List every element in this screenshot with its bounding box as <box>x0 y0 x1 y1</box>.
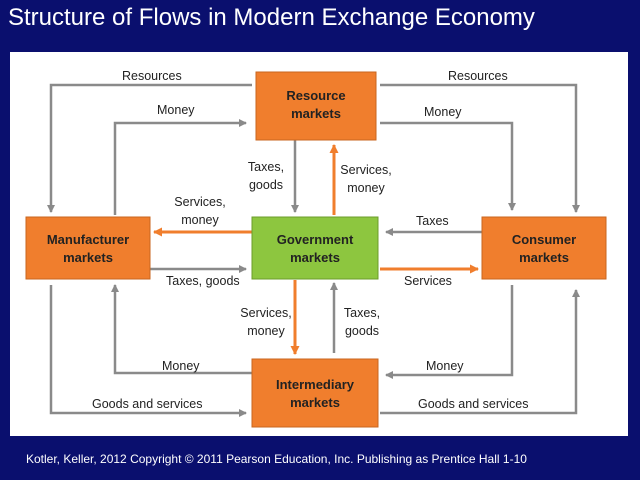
manufacturer-markets-box <box>26 217 150 279</box>
label-bottom-right-goods: Goods and services <box>418 397 529 411</box>
resource-markets-label-1: Resource <box>286 88 346 103</box>
resource-markets-label-2: markets <box>291 106 341 121</box>
government-markets-box <box>252 217 378 279</box>
arrow-resources-to-consumer <box>380 85 576 212</box>
consumer-markets-label-2: markets <box>519 250 569 265</box>
label-top-right-money: Money <box>424 105 462 119</box>
consumer-markets-box <box>482 217 606 279</box>
consumer-markets-label-1: Consumer <box>511 232 577 247</box>
label-gov-int-services-1: Services, <box>240 306 292 320</box>
label-gov-con-services: Services <box>404 274 452 288</box>
label-top-left-money: Money <box>157 103 195 117</box>
arrow-goods-manufacturer-to-intermediary <box>51 285 246 413</box>
label-mfr-gov-taxes-goods: Taxes, goods <box>166 274 240 288</box>
government-markets-label-2: markets <box>290 250 340 265</box>
label-bottom-left-goods: Goods and services <box>92 397 203 411</box>
arrow-resources-to-manufacturer <box>51 85 252 212</box>
intermediary-markets-box <box>252 359 378 427</box>
label-int-gov-taxes-1: Taxes, <box>343 306 381 320</box>
manufacturer-markets-label-2: markets <box>63 250 113 265</box>
intermediary-markets-label-1: Intermediary <box>275 377 355 392</box>
government-markets-label-1: Government <box>276 232 354 247</box>
label-con-gov-taxes: Taxes <box>416 214 449 228</box>
manufacturer-markets-label-1: Manufacturer <box>46 232 130 247</box>
label-bottom-left-money: Money <box>162 359 200 373</box>
label-top-left-resources: Resources <box>122 69 182 83</box>
label-int-gov-taxes-2: goods <box>344 324 380 338</box>
flow-diagram <box>10 52 628 436</box>
intermediary-markets-label-2: markets <box>290 395 340 410</box>
resource-markets-box <box>256 72 376 140</box>
label-gov-res-services-1: Services, <box>340 163 392 177</box>
label-gov-res-services-2: money <box>347 181 385 195</box>
label-gov-mfr-services-2: money <box>181 213 219 227</box>
label-gov-mfr-services-1: Services, <box>174 195 226 209</box>
arrow-money-resource-to-consumer <box>380 123 512 210</box>
label-res-gov-taxes-1: Taxes, <box>247 160 285 174</box>
label-gov-int-services-2: money <box>247 324 285 338</box>
label-bottom-right-money: Money <box>426 359 464 373</box>
diagram-panel <box>10 52 628 436</box>
arrow-goods-intermediary-to-consumer <box>380 290 576 413</box>
slide-footer: Kotler, Keller, 2012 Copyright © 2011 Pearson Education, Inc. Publishing as Prentice Hall 1-10 <box>26 452 527 466</box>
label-top-right-resources: Resources <box>448 69 508 83</box>
slide-title: Structure of Flows in Modern Exchange Economy <box>8 4 535 31</box>
label-res-gov-taxes-2: goods <box>248 178 284 192</box>
